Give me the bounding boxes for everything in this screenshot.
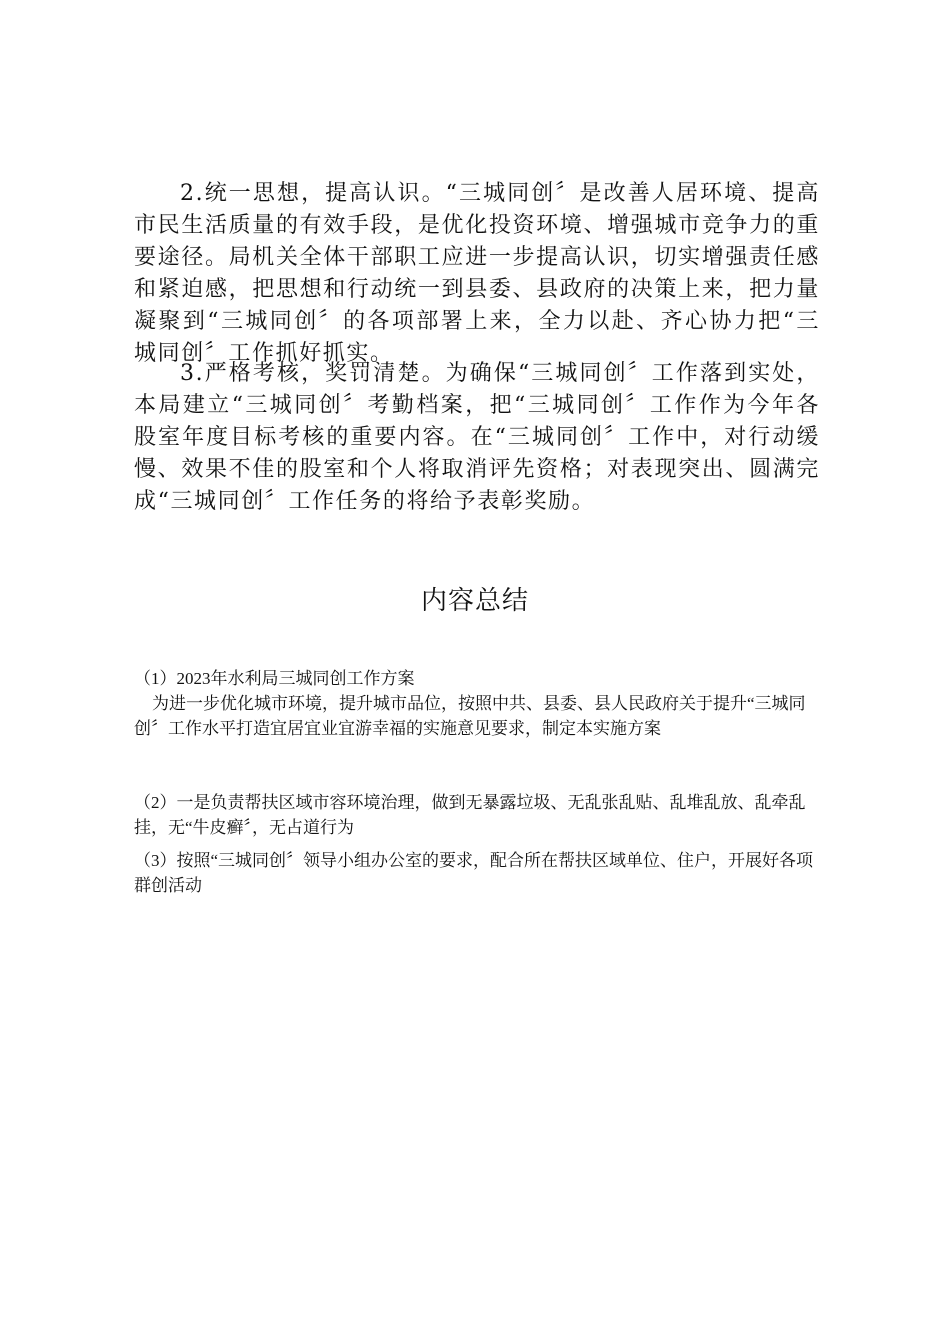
- body-paragraph-strict-assessment: 3.严格考核，奖罚清楚。为确保“三城同创〞工作落到实处，本局建立“三城同创〞考勤档案，把“三城同创〞工作作为今年各股室年度目标考核的重要内容。在“三城同创〞工作中，对行动缓慢、效果不佳的股室和个人将取消评先资格；对表现突出、圆满完成“三城同创〞工作任务的将给予表彰奖励。: [134, 361, 820, 514]
- summary-item-2-text: （2）一是负责帮扶区域市容环境治理，做到无暴露垃圾、无乱张乱贴、乱堆乱放、乱牵乱挂，无“牛皮癣〞，无占道行为: [134, 793, 806, 837]
- summary-item-2: [134, 790, 824, 840]
- summary-item-1: [134, 666, 824, 741]
- summary-item-1-heading: （1）2023年水利局三城同创工作方案: [134, 669, 415, 688]
- summary-item-1-text: 为进一步优化城市环境，提升城市品位，按照中共、县委、县人民政府关于提升“三城同创〞工作水平打造宜居宜业宜游幸福的实施意见要求，制定本实施方案: [134, 694, 806, 738]
- summary-title: 内容总结: [420, 586, 529, 616]
- summary-item-3-text: （3）按照“三城同创〞领导小组办公室的要求，配合所在帮扶区域单位、住户，开展好各项群创活动: [134, 851, 814, 895]
- body-paragraph-unify-thinking: 2.统一思想，提高认识。“三城同创〞是改善人居环境、提高市民生活质量的有效手段，是优化投资环境、增强城市竞争力的重要途径。局机关全体干部职工应进一步提高认识，切实增强责任感和紧迫感，把思想和行动统一到县委、县政府的决策上来，把力量凝聚到“三城同创〞的各项部署上来，全力以赴、齐心协力把“三城同创〞工作抓好抓实。: [134, 181, 820, 366]
- summary-item-3: [134, 848, 824, 898]
